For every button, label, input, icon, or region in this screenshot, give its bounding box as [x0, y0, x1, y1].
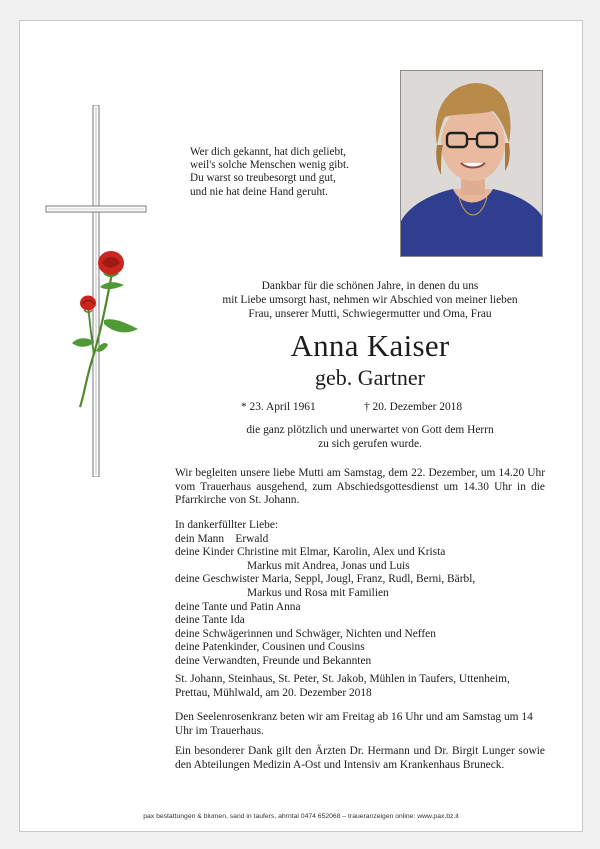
family-line: deine Schwägerinnen und Schwäger, Nichten und Neffen: [175, 627, 436, 640]
maiden-name: geb. Gartner: [315, 365, 425, 390]
family-line: deine Tante Ida: [175, 614, 245, 627]
family-line: deine Kinder Christine mit Elmar, Karolin, Alex und Krista: [175, 546, 446, 559]
death-note: [170, 424, 570, 452]
quote-line: Du warst so treubesorgt und gut,: [190, 172, 336, 185]
quote-line: und nie hat deine Hand geruht.: [190, 185, 328, 198]
memorial-quote: [190, 146, 349, 199]
places-and-date: St. Johann, Steinhaus, St. Peter, St. Jakob, Mühlen in Taufers, Uttenheim, Prettau, Mühlwald, am 20. Dezember 2018: [175, 673, 510, 699]
thanks-notice: Ein besonderer Dank gilt den Ärzten Dr. Hermann und Dr. Birgit Lunger sowie den Abteilungen Medizin A-Ost und Intensiv am Krankenhaus Bruneck.: [175, 745, 545, 771]
intro-line: Frau, unserer Mutti, Schwiegermutter und Oma, Frau: [248, 307, 492, 320]
portrait-image: [401, 71, 543, 257]
portrait-photo: [400, 70, 543, 257]
birth-date: * 23. April 1961: [241, 401, 316, 413]
footer-credit: pax bestattungen & blumen, sand in taufers, ahrntal 0474 652068 – traueranzeigen online: www.pax.bz.it: [143, 813, 459, 820]
quote-line: weil's solche Menschen wenig gibt.: [190, 159, 349, 172]
intro-line: mit Liebe umsorgt hast, nehmen wir Abschied von meiner lieben: [222, 293, 518, 306]
family-line: dein Mann Erwald: [175, 532, 269, 545]
death-note-line: zu sich gerufen wurde.: [318, 437, 422, 450]
family-line: deine Geschwister Maria, Seppl, Jougl, Franz, Rudl, Berni, Bärbl,: [175, 573, 476, 586]
funeral-announcement: Wir begleiten unsere liebe Mutti am Samstag, dem 22. Dezember, um 14.20 Uhr vom Trauerhaus ausgehend, zum Abschiedsgottesdienst um 14.30 Uhr in die Pfarrkirche von St. Johann.: [175, 467, 545, 507]
intro-line: Dankbar für die schönen Jahre, in denen du uns: [261, 280, 479, 292]
family-line: Markus mit Andrea, Jonas und Luis: [247, 559, 410, 572]
deceased-name: Anna Kaiser: [290, 328, 450, 363]
cross-with-rose-illustration: [44, 105, 148, 477]
rose-icon: [72, 251, 138, 407]
family-line: deine Verwandten, Freunde und Bekannten: [175, 654, 372, 667]
rosary-notice: Den Seelenrosenkranz beten wir am Freitag ab 16 Uhr und am Samstag um 14 Uhr im Trauerhaus.: [175, 711, 533, 737]
family-line: Markus und Rosa mit Familien: [247, 586, 389, 599]
family-line: deine Tante und Patin Anna: [175, 600, 301, 613]
quote-line: Wer dich gekannt, hat dich geliebt,: [190, 146, 346, 158]
death-note-line: die ganz plötzlich und unerwartet von Gott dem Herrn: [246, 424, 494, 436]
family-line: deine Patenkinder, Cousinen und Cousins: [175, 641, 365, 654]
family-line: In dankerfüllter Liebe:: [175, 519, 279, 531]
death-date: † 20. Dezember 2018: [364, 401, 463, 413]
intro-text: [170, 280, 570, 321]
family-list: [175, 519, 545, 669]
cross-icon: [46, 105, 146, 477]
